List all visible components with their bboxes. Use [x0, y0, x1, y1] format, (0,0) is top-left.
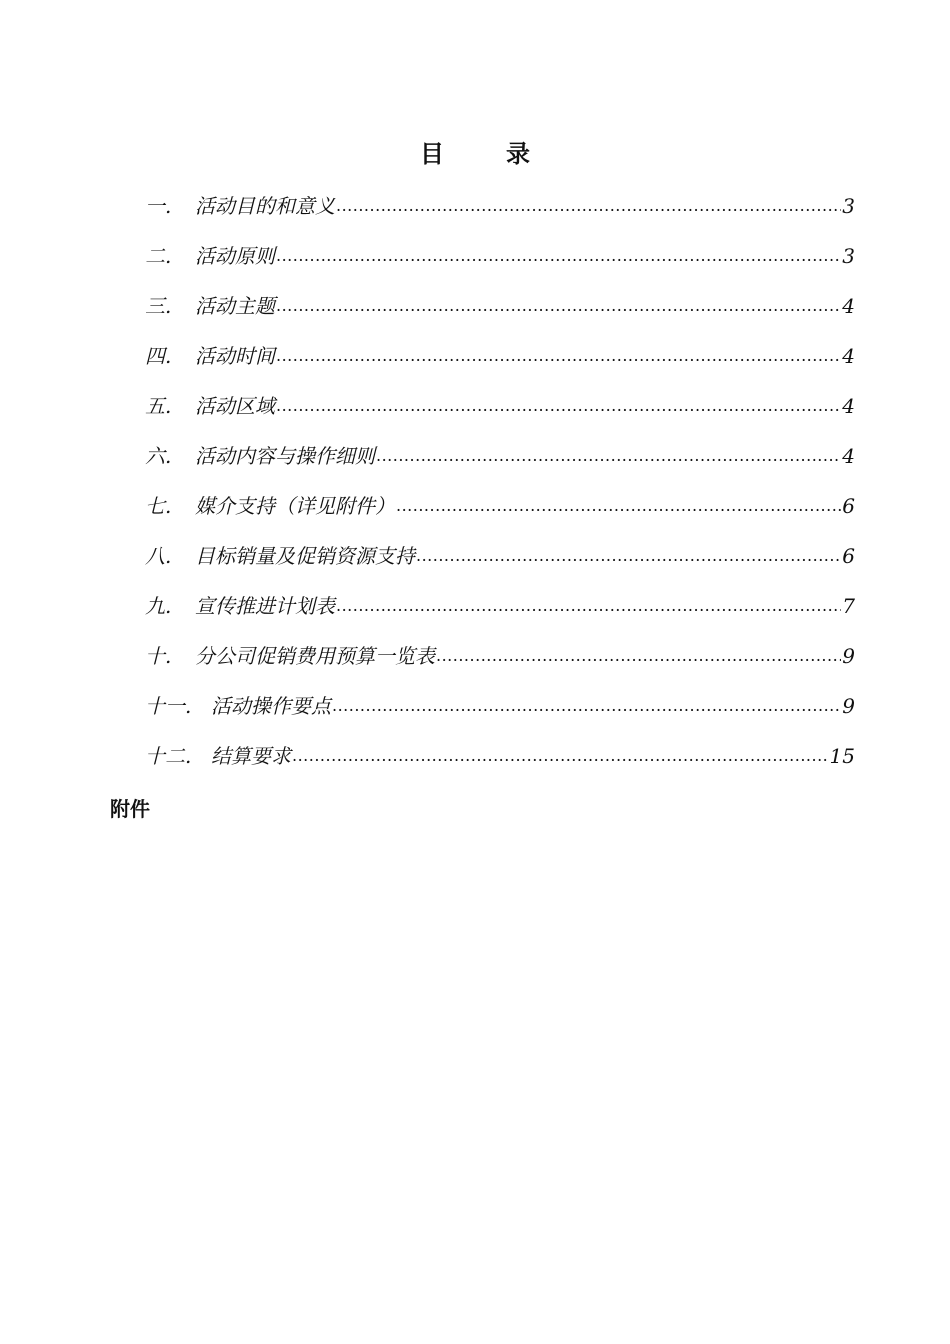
toc-page-number: 9 [842, 644, 855, 668]
toc-page-number: 7 [842, 594, 855, 618]
toc-entry-9[interactable] [145, 590, 855, 640]
toc-page-number: 6 [842, 494, 855, 518]
toc-entry-4[interactable] [145, 340, 855, 390]
toc-leader-dots [396, 493, 841, 513]
appendix-heading: 附件 [110, 797, 150, 821]
toc-title: 活动操作要点 [211, 694, 331, 718]
toc-entry-5[interactable] [145, 390, 855, 440]
toc-title: 活动内容与操作细则 [195, 444, 375, 468]
toc-number: 十二. [145, 744, 192, 768]
toc-entry-8[interactable] [145, 540, 855, 590]
toc-title: 活动目的和意义 [195, 194, 335, 218]
table-of-contents [145, 190, 855, 790]
toc-title: 分公司促销费用预算一览表 [195, 644, 435, 668]
toc-number: 九. [145, 594, 172, 618]
toc-leader-dots [276, 293, 841, 313]
toc-entry-10[interactable] [145, 640, 855, 690]
toc-page-number: 15 [829, 744, 855, 768]
toc-page-number: 6 [842, 544, 855, 568]
toc-number: 七. [145, 494, 172, 518]
toc-page-number: 3 [842, 194, 855, 218]
toc-entry-2[interactable] [145, 240, 855, 290]
toc-page-number: 9 [842, 694, 855, 718]
toc-entry-12[interactable] [145, 740, 855, 790]
toc-number: 四. [145, 344, 172, 368]
toc-page-number: 3 [842, 244, 855, 268]
toc-leader-dots [276, 243, 841, 263]
toc-title: 活动区域 [195, 394, 275, 418]
toc-page-number: 4 [842, 394, 855, 418]
toc-leader-dots [276, 393, 841, 413]
toc-title: 结算要求 [211, 744, 291, 768]
toc-leader-dots [336, 193, 841, 213]
toc-leader-dots [276, 343, 841, 363]
toc-entry-3[interactable] [145, 290, 855, 340]
toc-number: 六. [145, 444, 172, 468]
toc-leader-dots [332, 693, 841, 713]
toc-entry-7[interactable] [145, 490, 855, 540]
toc-leader-dots [416, 543, 841, 563]
toc-number: 十. [145, 644, 172, 668]
title-char-2: 录 [506, 140, 530, 168]
toc-title: 目标销量及促销资源支持 [195, 544, 415, 568]
toc-leader-dots [436, 643, 841, 663]
title-char-1: 目 [420, 140, 444, 168]
toc-title: 活动时间 [195, 344, 275, 368]
toc-number: 十一. [145, 694, 192, 718]
toc-number: 三. [145, 294, 172, 318]
toc-page-number: 4 [842, 444, 855, 468]
toc-entry-11[interactable] [145, 690, 855, 740]
toc-leader-dots [376, 443, 841, 463]
toc-number: 二. [145, 244, 172, 268]
toc-entry-6[interactable] [145, 440, 855, 490]
toc-leader-dots [336, 593, 841, 613]
toc-title: 活动主题 [195, 294, 275, 318]
toc-page-number: 4 [842, 294, 855, 318]
toc-number: 五. [145, 394, 172, 418]
toc-leader-dots [292, 743, 829, 763]
toc-title: 活动原则 [195, 244, 275, 268]
page-title [0, 134, 950, 169]
toc-title: 媒介支持（详见附件） [195, 494, 395, 518]
toc-title: 宣传推进计划表 [195, 594, 335, 618]
toc-entry-1[interactable] [145, 190, 855, 240]
toc-number: 一. [145, 194, 172, 218]
toc-page-number: 4 [842, 344, 855, 368]
toc-number: 八. [145, 544, 172, 568]
